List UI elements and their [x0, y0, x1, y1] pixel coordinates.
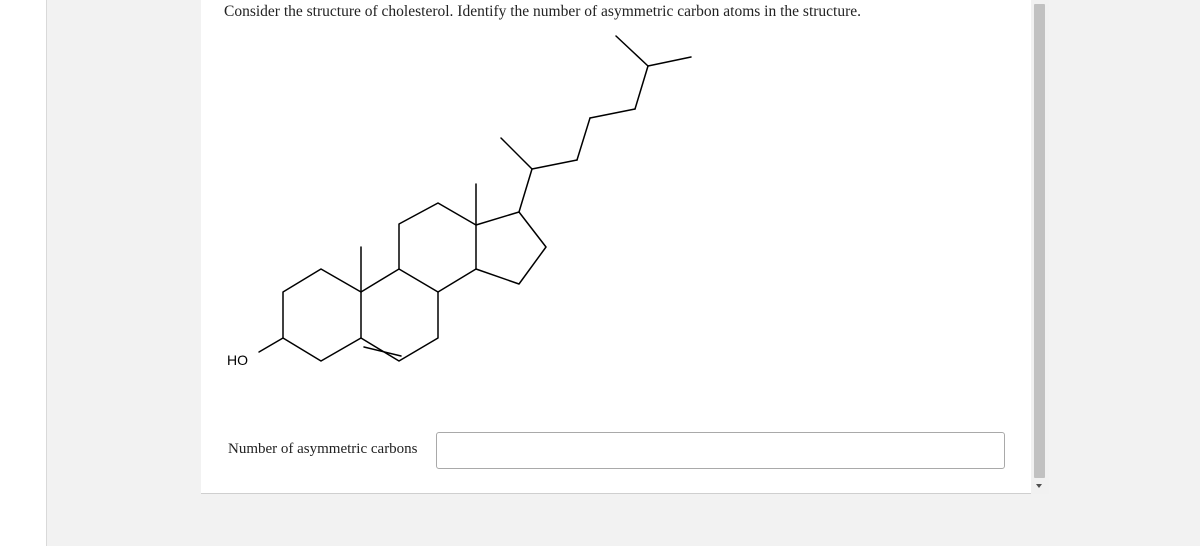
ring-c [399, 203, 476, 292]
answer-label: Number of asymmetric carbons [228, 441, 418, 457]
cholesterol-structure [201, 0, 1031, 420]
side-chain-3 [577, 118, 590, 160]
ring-a [283, 269, 361, 361]
side-chain-5 [635, 66, 648, 109]
hydroxyl-bond [259, 338, 283, 352]
left-margin [0, 0, 47, 546]
question-panel [201, 0, 1031, 494]
hydroxyl-label: HO [227, 352, 248, 368]
ring-b [361, 269, 438, 361]
isopropyl-methyl-1 [616, 36, 648, 66]
ring-d [476, 212, 546, 284]
double-bond [364, 347, 401, 356]
side-chain-4 [590, 109, 635, 118]
question-text: Consider the structure of cholesterol. Identify the number of asymmetric carbon atoms in the structure. [224, 3, 862, 20]
side-chain-methyl [501, 138, 532, 169]
side-chain-1 [519, 169, 532, 212]
scrollbar-thumb[interactable] [1034, 4, 1045, 478]
scrollbar[interactable] [1031, 0, 1049, 494]
isopropyl-methyl-2 [648, 57, 691, 66]
side-chain-2 [532, 160, 577, 169]
asymmetric-carbons-input[interactable] [436, 432, 1005, 469]
scroll-down-arrow-icon[interactable] [1036, 484, 1042, 488]
